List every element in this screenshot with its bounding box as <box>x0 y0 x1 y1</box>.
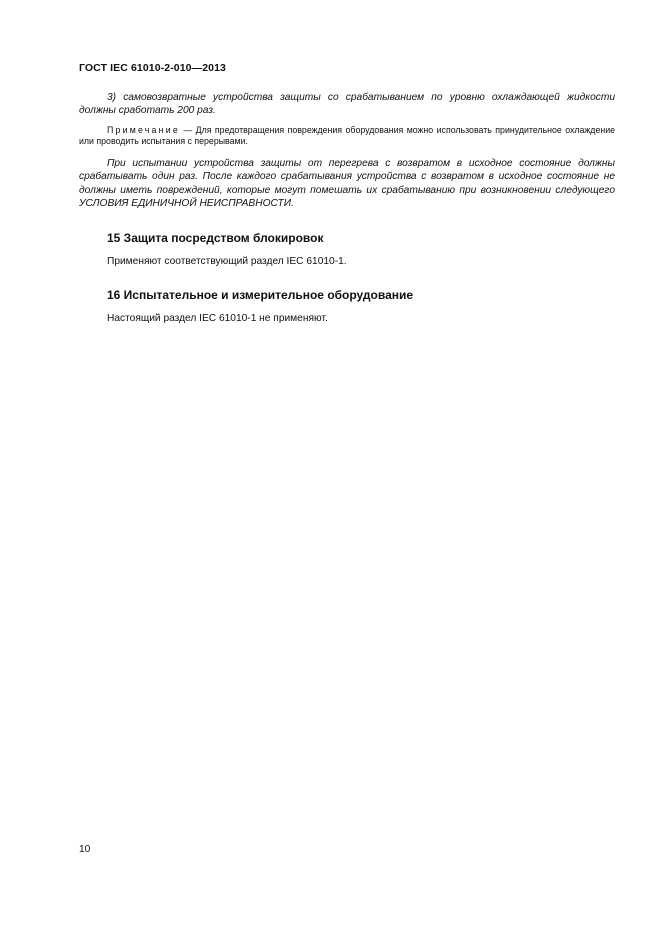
section-15-title: 15 Защита посредством блокировок <box>107 231 324 246</box>
paragraph-overheat-test: При испытании устройства защиты от перегрева с возвратом в исходное состояние должны срабатывать один раз. После каждого срабатывания устройства с возвратом в исходное состояние не должны иметь повреждений, которые могут помешать их срабатыванию при возникновении следующего УСЛОВИЯ ЕДИНИЧНОЙ НЕИСПРАВНОСТИ. <box>79 157 615 210</box>
section-16-title: 16 Испытательное и измерительное оборудование <box>107 287 414 302</box>
page-number: 10 <box>79 844 91 855</box>
note-label: Примечание <box>107 124 180 135</box>
note-paragraph <box>79 125 615 148</box>
section-15-text: Применяют соответствующий раздел IEC 61010-1. <box>107 256 347 268</box>
page-content <box>79 91 615 325</box>
note-text: — Для предотвращения повреждения оборудования можно использовать принудительное охлаждение или проводить испытания с перерывами. <box>79 124 615 147</box>
document-header: ГОСТ IEC 61010-2-010—2013 <box>79 62 226 74</box>
paragraph-item-3: 3) самовозвратные устройства защиты со срабатыванием по уровню охлаждающей жидкости должны сработать 200 раз. <box>79 92 615 117</box>
section-16-text: Настоящий раздел IEC 61010-1 не применяют. <box>107 312 328 324</box>
